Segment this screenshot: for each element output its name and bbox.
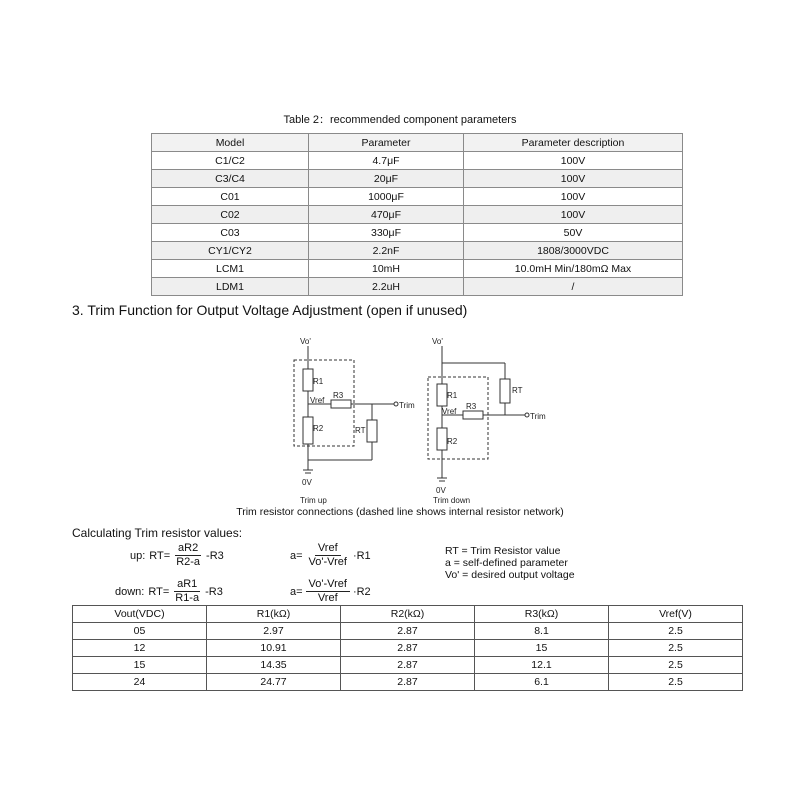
- cell-r2: 2.87: [341, 674, 475, 691]
- cell-model: C01: [152, 188, 309, 206]
- table-row: [73, 657, 743, 674]
- header-parameter-description: Parameter description: [464, 134, 683, 152]
- trim-down-r1-label: R1: [447, 391, 458, 400]
- cell-parameter: 4.7μF: [309, 152, 464, 170]
- cell-parameter: 330μF: [309, 224, 464, 242]
- trim-up-rt-label: RT: [355, 426, 366, 435]
- cell-r3: 6.1: [475, 674, 609, 691]
- cell-vref: 2.5: [609, 674, 743, 691]
- cell-description: /: [464, 278, 683, 296]
- trim-down-0v-label: 0V: [436, 486, 446, 495]
- cell-vout: 15: [73, 657, 207, 674]
- table2-title: Table 2：recommended component parameters: [283, 114, 517, 126]
- cell-r1: 10.91: [207, 640, 341, 657]
- up-a-tail: ·R1: [352, 549, 371, 562]
- trim-down-vo-label: Vo': [432, 337, 443, 346]
- cell-description: 1808/3000VDC: [464, 242, 683, 260]
- trim-down-vref-label: Vref: [442, 407, 457, 416]
- trim-up-0v-label: 0V: [302, 478, 312, 487]
- cell-parameter: 20μF: [309, 170, 464, 188]
- trim-down-trim-label: Trim: [530, 412, 546, 421]
- down-tail: -R3: [205, 585, 223, 598]
- table-row: [73, 623, 743, 640]
- note-a: a = self-defined parameter: [445, 557, 568, 569]
- down-fraction: [172, 578, 202, 605]
- cell-vref: 2.5: [609, 623, 743, 640]
- rt-eq: RT=: [148, 585, 170, 598]
- cell-parameter: 10mH: [309, 260, 464, 278]
- cell-r1: 24.77: [207, 674, 341, 691]
- up-a-denominator: Vo'-Vref: [308, 556, 347, 568]
- rt-eq: RT=: [149, 549, 171, 562]
- cell-parameter: 1000μF: [309, 188, 464, 206]
- note-vo: Vo' = desired output voltage: [445, 569, 575, 581]
- down-numerator: aR1: [174, 578, 200, 592]
- cell-description: 100V: [464, 152, 683, 170]
- cell-parameter: 470μF: [309, 206, 464, 224]
- header-vref: Vref(V): [609, 606, 743, 623]
- trim-up-r2-label: R2: [313, 424, 324, 433]
- trim-up-vref-label: Vref: [310, 396, 325, 405]
- header-r2: R2(kΩ): [341, 606, 475, 623]
- table-row: [73, 640, 743, 657]
- cell-description: 10.0mH Min/180mΩ Max: [464, 260, 683, 278]
- cell-model: LDM1: [152, 278, 309, 296]
- cell-vref: 2.5: [609, 640, 743, 657]
- down-a-fraction: [306, 578, 350, 605]
- calc-heading: Calculating Trim resistor values:: [72, 526, 243, 540]
- down-a-numerator: Vo'-Vref: [306, 578, 350, 592]
- diagram-caption: Trim resistor connections (dashed line shows internal resistor network): [236, 506, 564, 518]
- cell-description: 100V: [464, 170, 683, 188]
- cell-r3: 15: [475, 640, 609, 657]
- cell-r2: 2.87: [341, 657, 475, 674]
- formula-down-rt: [115, 578, 223, 605]
- cell-description: 50V: [464, 224, 683, 242]
- trim-up-trim-label: Trim: [399, 401, 415, 410]
- trim-down-r3-label: R3: [466, 402, 477, 411]
- cell-r1: 2.97: [207, 623, 341, 640]
- cell-vout: 24: [73, 674, 207, 691]
- table-row: [73, 674, 743, 691]
- cell-description: 100V: [464, 188, 683, 206]
- formula-up-a: [290, 542, 371, 569]
- header-parameter: Parameter: [309, 134, 464, 152]
- formula-down-a: [290, 578, 371, 605]
- formula-notes: [445, 545, 575, 581]
- cell-parameter: 2.2uH: [309, 278, 464, 296]
- note-rt: RT = Trim Resistor value: [445, 545, 561, 557]
- down-a-eq: a=: [290, 585, 303, 598]
- cell-vout: 05: [73, 623, 207, 640]
- down-label: down:: [115, 585, 145, 598]
- down-a-denominator: Vref: [317, 592, 338, 604]
- up-a-numerator: Vref: [315, 542, 341, 556]
- cell-r2: 2.87: [341, 640, 475, 657]
- cell-model: C3/C4: [152, 170, 309, 188]
- cell-r3: 12.1: [475, 657, 609, 674]
- trim-up-r3-label: R3: [333, 391, 344, 400]
- trim-down-caption: Trim down: [433, 496, 471, 505]
- up-denominator: R2-a: [176, 556, 201, 568]
- trim-up-circuit: [294, 346, 398, 473]
- cell-vref: 2.5: [609, 657, 743, 674]
- cell-model: C02: [152, 206, 309, 224]
- formula-up-rt: [130, 542, 224, 569]
- trim-resistor-table: [72, 605, 743, 691]
- cell-parameter: 2.2nF: [309, 242, 464, 260]
- header-vout: Vout(VDC): [73, 606, 207, 623]
- up-a-eq: a=: [290, 549, 303, 562]
- trim-down-r2-label: R2: [447, 437, 458, 446]
- up-label: up:: [130, 549, 146, 562]
- cell-r3: 8.1: [475, 623, 609, 640]
- cell-r2: 2.87: [341, 623, 475, 640]
- header-r1: R1(kΩ): [207, 606, 341, 623]
- trim-down-rt-label: RT: [512, 386, 523, 395]
- cell-model: CY1/CY2: [152, 242, 309, 260]
- cell-r1: 14.35: [207, 657, 341, 674]
- cell-model: C03: [152, 224, 309, 242]
- up-a-fraction: [306, 542, 350, 569]
- up-numerator: aR2: [175, 542, 201, 556]
- cell-description: 100V: [464, 206, 683, 224]
- trim-up-vo-label: Vo': [300, 337, 311, 346]
- trim-up-r1-label: R1: [313, 377, 324, 386]
- up-fraction: [173, 542, 203, 569]
- header-r3: R3(kΩ): [475, 606, 609, 623]
- section-heading: 3. Trim Function for Output Voltage Adjustment (open if unused): [72, 302, 468, 318]
- down-denominator: R1-a: [175, 592, 200, 604]
- header-model: Model: [152, 134, 309, 152]
- cell-model: LCM1: [152, 260, 309, 278]
- cell-vout: 12: [73, 640, 207, 657]
- table-header-row: [73, 606, 743, 623]
- trim-up-caption: Trim up: [300, 496, 327, 505]
- down-a-tail: ·R2: [352, 585, 371, 598]
- cell-model: C1/C2: [152, 152, 309, 170]
- up-tail: -R3: [206, 549, 224, 562]
